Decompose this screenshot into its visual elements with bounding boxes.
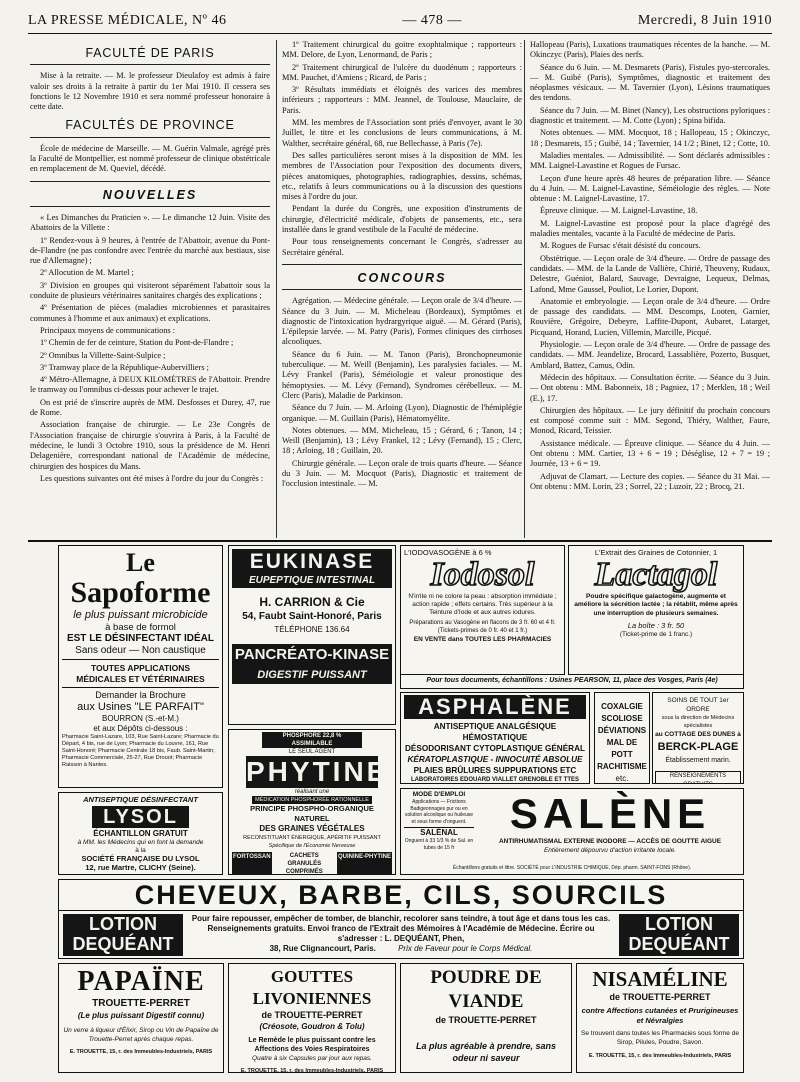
ad-text: CACHETS — [289, 853, 319, 859]
paragraph: « Les Dimanches du Praticien ». — Le dimanche 12 Juin. Visite des Abattoirs de la Villette : — [30, 212, 270, 233]
ad-text: PHOSPHORE 22,8 % ASSIMILABLE — [262, 732, 362, 748]
ad-text: Entièrement dépourvu d'action irritante locale. — [543, 847, 677, 854]
ad-text: Quatre à six Capsules par jour aux repas. — [252, 1055, 372, 1062]
ad-brand: EUKINASE — [232, 549, 392, 574]
ad-text: EN VENTE dans TOUTES LES PHARMACIES — [413, 636, 552, 643]
paragraph: Adjuvat de Clamart. — Lecture des copies. — Séance du 31 Mai. — Ont obtenu : MM. Lorin, 23 ; Sorrel, 22 ; Luzoir, 22 ; Brocq, 21. — [530, 471, 770, 491]
ad-text: N'irrite ni ne colore la peau : absorption immédiate ; action rapide ; effets certains. Très supérieur à la Teinture d'Iode et aux autres iodures. — [408, 593, 557, 616]
paragraph: MM. les membres de l'Association sont priés d'envoyer, avant le 30 Juillet, le titre et les conclusions de leurs communications, à M. Walther, secrétaire général, 68, rue Bellechasse, à Paris (7e). — [282, 118, 522, 148]
ad-text: DÉVIATIONS — [597, 726, 647, 735]
ad-text: ANTISEPTIQUE ANALGÉSIQUE HÉMOSTATIQUE — [433, 722, 557, 742]
ad-text: COMPRIMÉS — [285, 869, 323, 875]
ad-text: Le Remède le plus puissant contre les Affections des Voies Respiratoires — [248, 1037, 376, 1053]
ad-papaine — [58, 963, 224, 1073]
ad-text: SCOLIOSE — [601, 714, 643, 723]
ad-text: MAL DE POTT — [606, 738, 638, 759]
ad-text: MÉDICALES ET VÉTÉRINAIRES — [62, 674, 219, 688]
page-number: — 478 — — [402, 12, 462, 28]
ad-text: GRANULÉS — [287, 861, 322, 867]
paragraph: On est prié de s'inscrire auprès de MM. Desfosses et Durey, 47, rue de Rome. — [30, 397, 270, 418]
ad-text: LABORATOIRES EDOUARD VIALLET GRENOBLE ET TTES — [410, 777, 580, 783]
ad-text: RENSEIGNEMENTS — [655, 771, 741, 784]
column-1 — [30, 40, 270, 538]
divider — [30, 64, 270, 65]
ad-text: La boîte : 3 fr. 50 — [627, 620, 685, 630]
ad-text: TOUTES APPLICATIONS — [90, 663, 191, 673]
list-item: 3º Tramway place de la République-Aubervilliers ; — [40, 362, 209, 372]
divider — [28, 540, 772, 542]
ad-text: le plus puissant microbicide — [73, 609, 208, 621]
divider — [30, 181, 270, 182]
ad-text: L'Extrait des Graines de Cotonnier, 1 — [594, 548, 718, 557]
salene-instructions — [404, 791, 474, 851]
ad-text: contre Affections cutanées et Prurigineuses et Névralgies — [581, 1006, 739, 1025]
ad-text: E. TROUETTE, 15, r. des Immeubles-Industriels, PARIS — [588, 1053, 732, 1059]
ad-text: (Tickets-primes de 0 fr. 40 et 1 fr.) — [437, 628, 528, 634]
ad-text: COXALGIE — [601, 702, 643, 711]
paragraph: Séance du 6 Juin. — M. Desmarets (Paris), Fistules pyo-stercorales. — M. Guibé (Paris), Symptômes, diagnostic et traitement des néoplasmes vésicaux. — M. Tavernier (Lyon), Lésions traumatiques des tendons. — [530, 62, 770, 103]
ad-text: TÉLÉPHONE 136.64 — [274, 625, 350, 634]
ad-brand: PAPAÏNE — [77, 966, 205, 997]
ad-text: L'IODOVASOGÈNE à 6 % — [404, 548, 492, 557]
paragraph: Médecin des hôpitaux. — Consultation écrite. — Séance du 3 Juin. — Ont obtenu : MM. Babonneix, 18 ; Pagniez, 17 ; Merklen, 18 ; Weil (E.), 17. — [530, 372, 770, 403]
section-heading: NOUVELLES — [102, 187, 198, 202]
ad-text: Pharmacie Saint-Lazare, 103, Rue Saint-Lazare; Pharmacie du Départ, 4 bis, rue de Lyon; Pharmacie du Louvre, 161, Rue Saint-Honoré; Pharmacie Centrale 18 bis, Faub. Saint-Martin; Pharmacie Commerciale, 25-27, Rue Drouot; Pharmacie Raisson à Nantes. — [62, 734, 219, 768]
ad-text: RECONSTITUANT ÉNERGIQUE, APÉRITIF PUISSANT — [243, 835, 381, 841]
ad-eukinase — [228, 545, 396, 725]
list-item: 3º Division en groupes qui visiteront séparément l'abattoir sous la conduite de plusieurs vétérinaires sanitaires chargés des explications ; — [30, 280, 270, 301]
ad-brand: Sapoforme — [70, 576, 211, 609]
paragraph: Séance du 7 Juin. — M. Binet (Nancy), Les obstructions pyloriques : diagnostic et traitement. — M. Cotte (Lyon) ; Spina bifida. — [530, 105, 770, 126]
ad-text: (Créosote, Goudron & Tolu) — [259, 1022, 365, 1031]
ad-lysol — [58, 792, 223, 875]
ad-brand: NISAMÉLINE — [592, 967, 728, 991]
divider — [282, 264, 522, 265]
section-heading: FACULTÉS DE PROVINCE — [65, 118, 235, 133]
ad-text: Le — [126, 548, 155, 577]
paragraph: Anatomie et embryologie. — Leçon orale de 3/4 d'heure. — Ordre de passage des candidats. — MM. Descomps, Looten, Garnier, Rouvière, Grégoire, Debeyre, Laffite-Dupont, Aubaret, Latarget, Picquand, Horand, Lucien, Villemin, Marcille, Picqué. — [530, 296, 770, 337]
ad-brand: SALÈNE — [509, 790, 711, 837]
ad-text: SALÉNAL — [404, 827, 474, 838]
ad-text: Spécifique de l'Économie Nerveuse — [268, 843, 356, 849]
ad-brand: GOUTTES LIVONIENNES — [252, 967, 372, 1008]
paragraph: 2º Traitement chirurgical de l'ulcère du duodénum ; rapporteurs : MM. Pauchet, d'Amiens ; Ricard, de Paris ; — [282, 62, 522, 82]
ad-text: FORTOSSAN — [232, 852, 272, 875]
ad-text: aux Usines "LE PARFAIT" — [77, 701, 204, 713]
ad-text: PLAIES BRÛLURES SUPPURATIONS ETC — [413, 766, 577, 775]
paragraph: Leçon d'une heure après 48 heures de préparation libre. — Séance du 4 Juin. — M. Laignel-Lavastine, Séméiologie des règles. — Note obtenue : M. Laignel-Lavastine, 17. — [530, 173, 770, 204]
ad-text: KÉRATOPLASTIQUE - INNOCUITÉ ABSOLUE — [407, 755, 583, 764]
ad-nisameline — [576, 963, 744, 1073]
ad-asphalene — [400, 692, 590, 784]
ad-text: MODE D'EMPLOI — [412, 791, 466, 798]
ad-brand: POUDRE DE VIANDE — [430, 967, 542, 1012]
ad-text: E. TROUETTE, 15, r. des Immeubles-Industriels, PARIS — [69, 1049, 213, 1055]
ad-text: 38, Rue Clignancourt, Paris. — [269, 944, 376, 953]
divider — [282, 289, 522, 290]
issue-date: Mercredi, 8 Juin 1910 — [637, 12, 772, 28]
section-heading: CONCOURS — [357, 270, 447, 285]
paragraph: Principaux moyens de communications : — [40, 325, 176, 335]
ad-gouttes-livoniennes — [228, 963, 396, 1073]
ad-text: ANTISEPTIQUE DÉSINFECTANT — [83, 795, 198, 804]
ad-text: 12, rue Martre, CLICHY (Seine). — [85, 863, 196, 872]
ad-text: LOTION — [89, 914, 157, 934]
ad-brand: ASPHALÈNE — [404, 695, 586, 719]
phytine-forms-list — [286, 852, 323, 875]
ad-text: Applications — Frictions Badigeonnages pur ou en solution alcoolique ou huileuse et sous forme d'onguent. — [404, 799, 474, 825]
paragraph: Séance du 6 Juin. — M. Tanon (Paris), Bronchopneumonie tuberculique. — M. Weill (Benjamin), Les paralysies faciales. — M. Lévy Frankel (Paris), Séméiologie et valeur pronostique des hémoptysies. — M. Lévy (Fernand), Syndromes cérébelleux. — M. Clerc (Paris), Maladie de Parkinson. — [282, 349, 522, 400]
ad-text: La plus agréable à prendre, sans odeur ni saveur — [415, 1041, 557, 1063]
ad-text: Onguent à 33 1/3 % de Sal. en tubes de 15 fr — [404, 838, 474, 851]
ad-text: SOCIÉTÉ FRANÇAISE DU LYSOL — [81, 854, 200, 863]
paragraph: Maladies mentales. — Admissibilité. — Sont déclarés admissibles : MM. Laignel-Lavastine et Rogues de Fursac. — [530, 150, 770, 171]
ad-text: Poudre spécifique galactogène, augmente et améliore la sécrétion lactée ; la rétablit, même après une interruption de plusieurs semaines. — [574, 593, 738, 617]
ad-brand: Iodosol — [430, 556, 535, 593]
ad-text: E. TROUETTE, 15, r. des Immeubles-Industriels, PARIS — [240, 1068, 384, 1073]
ad-text: MÉDICATION PHOSPHORÉE RATIONNELLE — [252, 796, 372, 804]
ad-text: BERCK-PLAGE — [657, 741, 739, 753]
ad-text: et aux Dépôts ci-dessous : — [93, 724, 188, 733]
column-3 — [530, 40, 770, 540]
ad-text: DÉSODORISANT CYTOPLASTIQUE GÉNÉRAL — [405, 744, 585, 753]
divider — [30, 137, 270, 138]
paragraph: Association française de chirurgie. — Le 23e Congrès de l'Association française de chirurgie s'ouvrira à Paris, à la Faculté de médecine, le lundi 3 Octobre 1910, sous la présidence de M. Henri Delagenière, correspondant national de l'Académie de médecine, chirurgien des hospices du Mans. — [30, 420, 270, 471]
ad-text: Sans odeur — Non caustique — [62, 645, 219, 660]
ad-text: LE SEUL AGENT — [288, 749, 336, 755]
ad-text: de TROUETTE-PERRET — [609, 992, 711, 1002]
paragraph: M. Rogues de Fursac s'était désisté du concours. — [540, 241, 701, 251]
paragraph: Hallopeau (Paris), Luxations traumatiques récentes de la hanche. — M. Okinczyc (Paris), Plaies des nerfs. — [530, 40, 770, 60]
paragraph: M. Laignel-Lavastine est proposé pour la place d'agrégé des maladies mentales, vacante à la Faculté de médecine de Paris. — [530, 218, 770, 239]
ad-phytine — [228, 729, 396, 875]
ad-text: à la — [135, 847, 146, 854]
ad-text: Établissement marin. — [665, 757, 731, 764]
ad-text: Se trouvent dans toutes les Pharmacies sous forme de Sirop, Pilules, Poudre, Savon. — [581, 1030, 739, 1046]
paragraph: 3º Résultats immédiats et éloignés des varices des membres inférieurs ; rapporteurs : MM. Jeannel, de Toulouse, Mauclaire, de Paris. — [282, 85, 522, 115]
lotion-badge-left — [63, 914, 183, 956]
paragraph: Agrégation. — Médecine générale. — Leçon orale de 3/4 d'heure. — Séance du 3 Juin. — M. Micheleau (Bordeaux), Symptômes et diagnostic de l'intoxication hydrargyrique aiguë. — M. Gérard (Paris), L'épilepsie larvée. — M. Patry (Paris), Formes cliniques des cirrhoses alcooliques. — [282, 296, 522, 347]
ad-text: LOTION — [645, 914, 713, 934]
ad-text: QUININE-PHYTINE — [337, 852, 392, 875]
ad-text: PANCRÉATO-KINASE — [232, 644, 392, 666]
ad-text: Pour faire repousser, empêcher de tomber, de blanchir, recolorer sans teindre, à tout âge et dans tous les cas. Renseignements gratuits. Envoi franco de l'Extrait des Mémoires à l'Académie de Médecine. Écrire ou s'adresser : L. DEQUÉANT, Phen, — [191, 914, 611, 943]
ad-brand: LYSOL — [92, 806, 189, 828]
page-header — [28, 8, 772, 34]
paragraph: Chirurgie générale. — Leçon orale de trois quarts d'heure. — Séance du 3 Juin. — M. Mocquot (Paris), Diagnostic et traitement de l'occlusion intestinale. — M. — [282, 458, 522, 489]
ad-text: sous la direction de Médecins spécialistes — [661, 715, 735, 729]
ad-text: Un verre à liqueur d'Élixir, Sirop ou Vin de Papaïne de Trouette-Perret après chaque repas. — [63, 1027, 219, 1043]
ad-text: TROUETTE-PERRET — [92, 998, 190, 1009]
ad-lactagol — [568, 545, 744, 675]
ad-text: 54, Faubt Saint-Honoré, Paris — [242, 611, 382, 622]
ad-brand: Lactagol — [594, 556, 718, 593]
ad-cheveux — [58, 879, 744, 959]
paragraph: Séance du 7 Juin. — M. Arloing (Lyon), Diagnostic de l'hémiplégie organique. — M. Guillain (Paris), Hématomyélite. — [282, 403, 522, 423]
paragraph: Chirurgien des hôpitaux. — Le jury définitif du prochain concours est composé comme suit : MM. Segond, Thiéry, Walther, Faure, Monod, Ricard, Teissier. — [530, 405, 770, 436]
ad-text: DES GRAINES VÉGÉTALES — [259, 824, 365, 833]
ad-berck-plage — [652, 692, 744, 784]
list-item: 1º Rendez-vous à 9 heures, à l'entrée de l'Abattoir, avenue du Pont-de-Flandre (ne pas confondre avec l'entrée du marché aux bestiaux, sise rue d'Allemagne) ; — [30, 235, 270, 266]
ad-text: (Le plus puissant Digestif connu) — [77, 1011, 205, 1020]
ad-text: (Ticket-prime de 1 franc.) — [619, 630, 693, 638]
ad-brand: PHYTINE — [246, 756, 389, 787]
ad-text: DEQUÉANT — [628, 934, 730, 954]
cheveux-text — [189, 914, 613, 954]
list-item: 4º Métro-Allemagne, à DEUX KILOMÈTRES de l'Abattoir. Prendre le tramway ou l'omnibus ci-dessus pour achever le trajet. — [30, 375, 270, 395]
phytine-forms — [232, 852, 392, 875]
ad-text: de TROUETTE-PERRET — [435, 1015, 537, 1025]
ad-poudre-de-viande — [400, 963, 572, 1073]
ad-text: à base de formol — [105, 622, 176, 633]
column-divider — [276, 40, 277, 538]
paragraph: Notes obtenues. — MM. Micheleau, 15 ; Gérard, 6 ; Tanon, 14 ; Weill (Benjamin), 13 ; Lévy Frankel, 12 ; Lévy (Fernand), 15 ; Clerc, 18 ; Arloing, 18 ; Guillain, 20. — [282, 425, 522, 456]
ad-brand: CHEVEUX, BARBE, CILS, SOURCILS — [59, 880, 743, 911]
ad-coxalgie — [594, 692, 650, 784]
ad-text: etc. — [615, 774, 629, 783]
paragraph: Notes obtenues. — MM. Mocquot, 18 ; Hallopeau, 15 ; Okinczyc, 18 ; Desmarets, 15 ; Guibé, 14 ; Tavernier, 14 1/2 ; Binet, 12 ; Cotte, 10. — [530, 128, 770, 148]
column-divider — [524, 40, 525, 538]
ad-salene — [400, 788, 744, 875]
ad-sapoforme — [58, 545, 223, 788]
journal-title: LA PRESSE MÉDICALE, Nº 46 — [28, 12, 227, 28]
ad-footer: Pour tous documents, échantillons : Usines PEARSON, 11, place des Vosges, Paris (4e) — [400, 675, 744, 689]
ad-text: EST LE DÉSINFECTANT IDÉAL — [66, 633, 215, 644]
ad-text: RACHITISME — [597, 762, 647, 771]
section-heading: FACULTÉ DE PARIS — [85, 46, 215, 60]
ad-text: DEQUÉANT — [72, 934, 174, 954]
list-item: 2º Allocution de M. Martel ; — [40, 268, 134, 278]
ad-text: ANTIRHUMATISMAL EXTERNE INODORE — ACCÈS DE GOUTTE AIGUE — [498, 838, 722, 845]
paragraph: Les questions suivantes ont été mises à l'ordre du jour du Congrès : — [40, 473, 264, 483]
paragraph: Pendant la durée du Congrès, une exposition d'instruments de chirurgie, d'électricité médicale, d'objets de pansements, etc., sera installée dans le grand vestibule de la Faculté de médecine. — [282, 204, 522, 235]
ad-text: Échantillons gratuits et littre. SOCIÉTÉ pour L'INDUSTRIE CHIMIQUE, Dép. pharm. SAINT-FONS (Rhône). — [452, 865, 692, 871]
list-item: 1º Chemin de fer de ceinture, Station du Pont-de-Flandre ; — [40, 338, 234, 348]
ad-text: DIGESTIF PUISSANT — [232, 666, 392, 684]
paragraph: École de médecine de Marseille. — M. Guérin Valmale, agrégé près la Faculté de Montpellier, est nommé professeur de clinique obstétricale en remplacement de M. Queviel, décédé. — [30, 143, 270, 174]
ad-text: Préparations au Vasogène en flacons de 3 fr. 60 et 4 fr. — [409, 620, 556, 626]
ad-text: PRINCIPE PHOSPHO-ORGANIQUE NATUREL — [250, 804, 374, 823]
ad-text: BOURRON (S.-et-M.) — [102, 714, 179, 723]
ad-text: H. CARRION & Cie — [259, 595, 365, 609]
ad-text: EUPEPTIQUE INTESTINAL — [232, 574, 392, 588]
paragraph: Physiologie. — Leçon orale de 3/4 d'heure. — Ordre de passage des candidats. — MM. Jeandelize, Brocard, Lassablière, Pozerto, Busquet, Amblard, Battez, Camus, Odin. — [530, 340, 770, 370]
ad-text: SOINS DE TOUT 1er ORDRE — [667, 697, 729, 713]
column-2 — [282, 40, 522, 500]
list-item: 4º Présentation de pièces (maladies microbiennes et parasitaires communes à l'homme et aux animaux) et explications. — [30, 303, 270, 323]
paragraph: 1º Traitement chirurgical du goitre exophtalmique ; rapporteurs : MM. Delore, de Lyon, Lenormand, de Paris ; — [282, 40, 522, 60]
ad-text: au COTTAGE DES DUNES à — [655, 731, 741, 738]
salene-main — [481, 791, 739, 855]
paragraph: Mise à la retraite. — M. le professeur Dieulafoy est admis à faire valoir ses droits à la retraite à partir du 1er Mai 1910. Il cessera ses fonctions le 12 Novembre 1910 et sera nommé professeur honoraire à cette date. — [30, 71, 270, 112]
divider — [30, 206, 270, 207]
ad-text: Prix de Faveur pour le Corps Médical. — [398, 944, 533, 953]
paragraph: Obstétrique. — Leçon orale de 3/4 d'heure. — Ordre de passage des candidats. — MM. de la Lande de Vallière, Chirié, Theuveny, Rudaux, Delestre, Guéniot, Balard, Sauvage, Devraigne, Lequeux, Delmas, Lafond, Mme Gaussel, Pouliot, Le Lorier, Dupont. — [530, 253, 770, 294]
ad-iodosol — [400, 545, 565, 675]
list-item: 2º Omnibus la Villette-Saint-Sulpice ; — [40, 350, 166, 360]
paragraph: Assistance médicale. — Épreuve clinique. — Séance du 4 Juin. — Ont obtenu : MM. Cartier, 13 + 6 = 19 ; Déséglise, 12 + 7 = 19 ; Journée, 13 + 6 = 19. — [530, 438, 770, 469]
lotion-badge-right — [619, 914, 739, 956]
ad-text: Demander la Brochure — [95, 690, 186, 700]
ad-text: réalisant une — [294, 789, 330, 795]
ad-text: à MM. les Médecins qui en font la demande — [77, 839, 204, 846]
paragraph: Des salles particulières seront mises à la disposition de MM. les membres de l'Association pour l'exposition des documents divers, pièces anatomiques, photographies, radiographies, dessins, schémas, etc., relatifs à leurs communications ou à la discussion des questions mises à l'ordre du jour. — [282, 150, 522, 202]
ad-text: ÉCHANTILLON GRATUIT — [93, 829, 188, 838]
paragraph: Pour tous renseignements concernant le Congrès, s'adresser au Secrétaire général. — [282, 237, 522, 257]
ad-text: de TROUETTE-PERRET — [261, 1010, 363, 1020]
paragraph: Épreuve clinique. — M. Laignel-Lavastine, 18. — [540, 206, 698, 216]
